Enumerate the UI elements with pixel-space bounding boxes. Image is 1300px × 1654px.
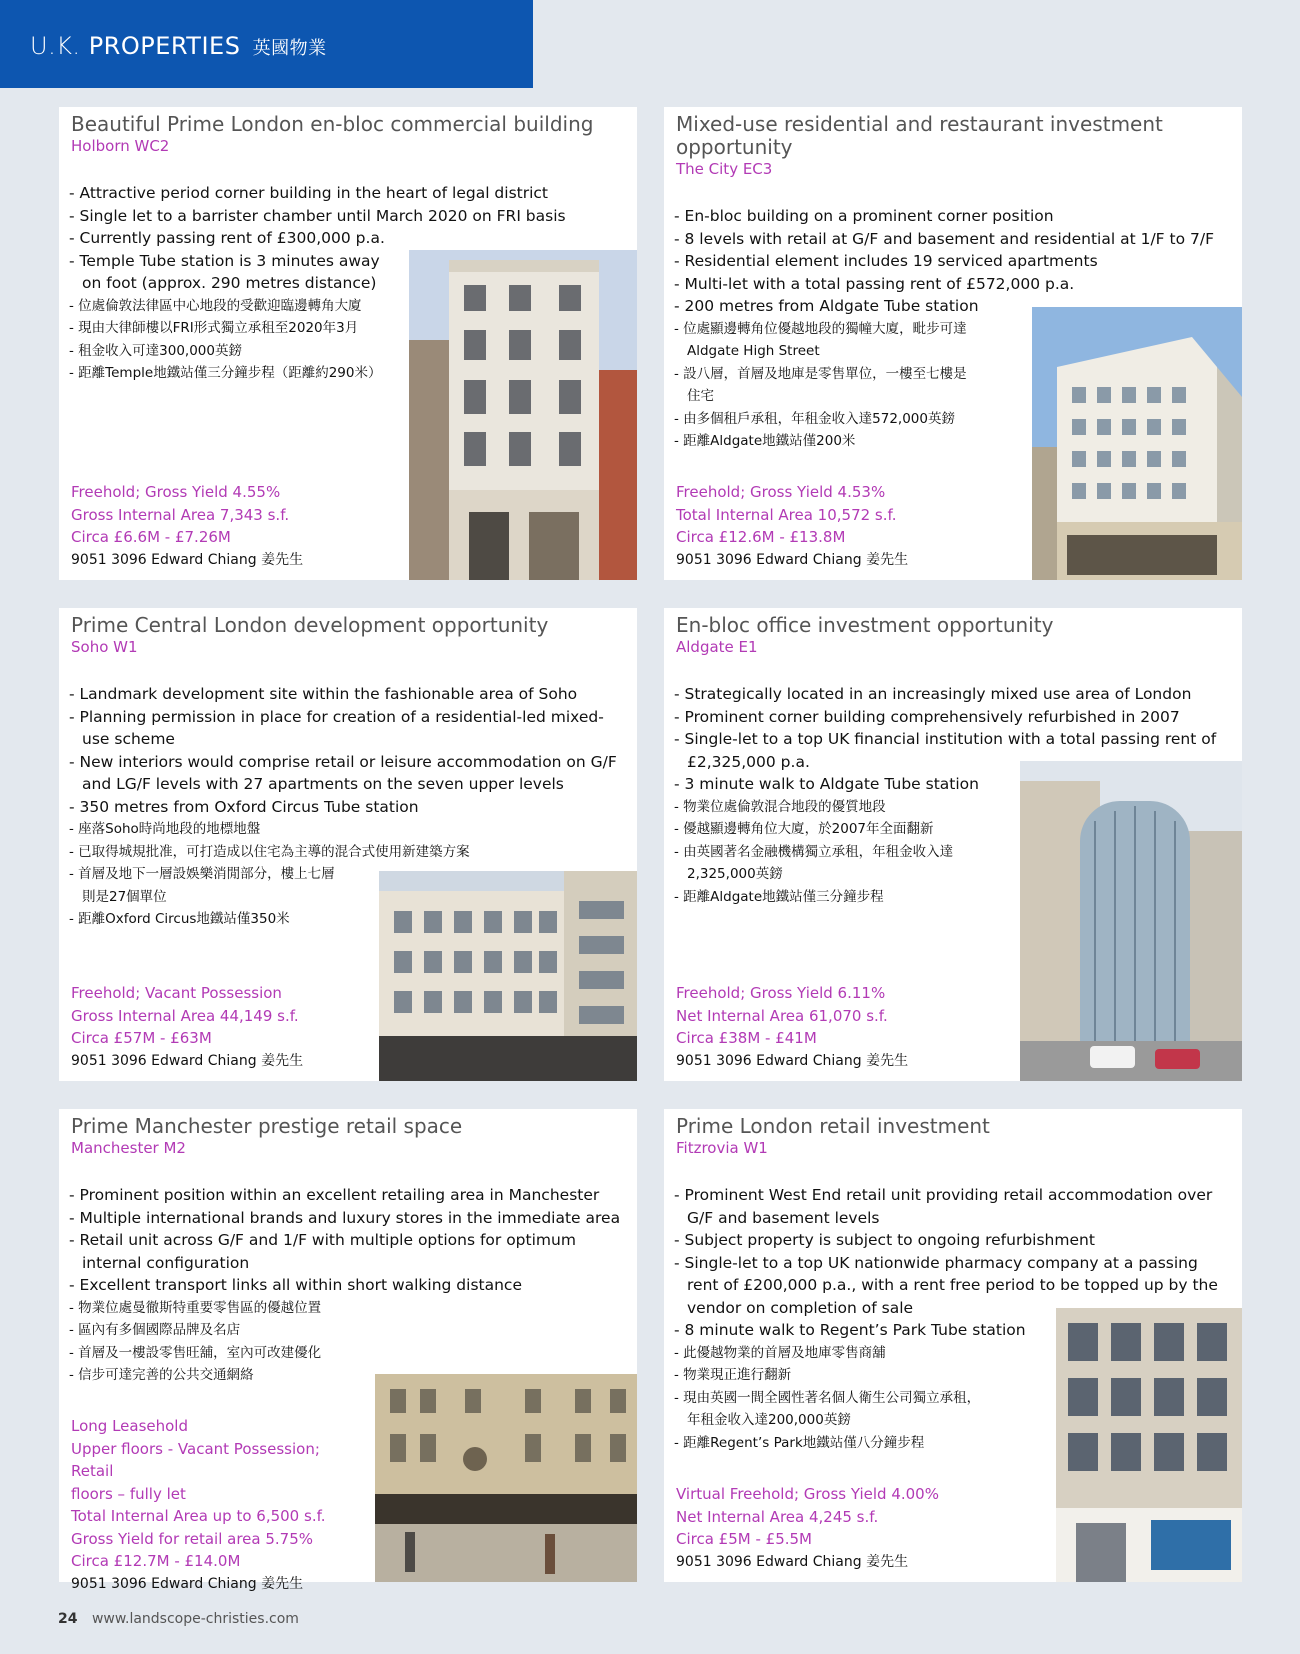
price: Circa £57M - £63M (71, 1029, 212, 1047)
feature-item: - Prominent corner building comprehensively refurbished in 2007 (674, 707, 1180, 726)
feature-item-zh: - 物業位處曼徹斯特重要零售區的優越位置 (69, 1299, 322, 1316)
feature-item: - Prominent West End retail unit providing retail accommodation over G/F and basement levels (674, 1186, 1213, 1227)
tenure: Long Leasehold (71, 1417, 188, 1435)
building-photo (379, 871, 637, 1081)
page-footer (58, 1611, 299, 1627)
price: Circa £5M - £5.5M (676, 1530, 813, 1548)
feature-item: - Single let to a barrister chamber until March 2020 on FRI basis (69, 206, 566, 225)
feature-item-zh: - 現由大律師樓以FRI形式獨立承租至2020年3月 (69, 320, 359, 336)
property-location: Fitzrovia W1 (676, 1139, 768, 1157)
feature-item-zh: - 優越顯邊轉角位大廈，於2007年全面翻新 (674, 821, 934, 837)
occupancy: Upper floors - Vacant Possession; Retail floors – fully let (71, 1439, 320, 1503)
feature-item-zh: - 租金收入可達300,000英鎊 (69, 342, 242, 359)
contact: 9051 3096 Edward Chiang 姜先生 (676, 1052, 909, 1069)
feature-item-zh: - 距離Aldgate地鐵站僅三分鐘步程 (674, 888, 884, 905)
feature-item: - 8 levels with retail at G/F and basement and residential at 1/F to 7/F (674, 229, 1215, 248)
feature-item: - Excellent transport links all within short walking distance (69, 1276, 522, 1294)
building-photo (1032, 307, 1242, 580)
feature-item: - Residential element includes 19 serviced apartments (674, 252, 1098, 270)
building-photo (1056, 1308, 1242, 1582)
feature-item-zh: - 距離Oxford Circus地鐵站僅350米 (69, 911, 290, 927)
section-header (0, 0, 533, 88)
feature-item-zh: - 現由英國一間全國性著名個人衛生公司獨立承租， 年租金收入達200,000英鎊 (674, 1389, 981, 1428)
tenure: Freehold; Vacant Possession (71, 984, 282, 1002)
feature-item: - Subject property is subject to ongoing refurbishment (674, 1231, 1095, 1249)
feature-item: - Retail unit across G/F and 1/F with multiple options for optimum internal configuration (69, 1231, 576, 1272)
feature-item-zh: - 物業位處倫敦混合地段的優質地段 (674, 798, 886, 815)
feature-item-zh: - 信步可達完善的公共交通網絡 (69, 1367, 254, 1383)
feature-item: - 350 metres from Oxford Circus Tube station (69, 797, 419, 816)
contact: 9051 3096 Edward Chiang 姜先生 (676, 551, 909, 568)
yield: Gross Yield for retail area 5.75% (71, 1529, 314, 1548)
feature-item-zh: - 由英國著名金融機構獨立承租，年租金收入達 2,325,000英鎊 (674, 843, 954, 882)
price: Circa £38M - £41M (676, 1029, 817, 1047)
contact: 9051 3096 Edward Chiang 姜先生 (71, 1575, 304, 1592)
feature-item-zh: - 位處倫敦法律區中心地段的受歡迎臨邊轉角大廈 (69, 297, 362, 314)
page-number: 24 (58, 1611, 78, 1627)
feature-item-zh: - 距離Regent’s Park地鐵站僅八分鐘步程 (674, 1434, 925, 1451)
feature-item: - Single-let to a top UK nationwide pharmacy company at a passing rent of £200,000 p.a., with a rent free period to be topped up by the vendor on completion of sale (674, 1253, 1218, 1317)
property-terms (676, 1483, 1047, 1573)
property-card-holborn (59, 107, 637, 580)
feature-item-zh: - 物業現正進行翻新 (674, 1367, 792, 1383)
feature-item-zh: - 距離Aldgate地鐵站僅200米 (674, 433, 856, 449)
feature-item: - 200 metres from Aldgate Tube station (674, 297, 979, 315)
contact: 9051 3096 Edward Chiang 姜先生 (676, 1553, 909, 1570)
area: Gross Internal Area 7,343 s.f. (71, 505, 290, 524)
property-title: Prime Central London development opportunity (71, 613, 549, 637)
feature-item: - New interiors would comprise retail or leisure accommodation on G/F and LG/F levels with 27 apartments on the seven upper levels (69, 752, 617, 793)
feature-item-zh: - 距離Temple地鐵站僅三分鐘步程（距離約290米） (69, 365, 382, 381)
feature-item-zh: - 首層及地下一層設娛樂消閒部分，樓上七層 則是27個單位 (69, 866, 335, 905)
area: Gross Internal Area 44,149 s.f. (71, 1006, 299, 1025)
building-photo (1020, 761, 1242, 1081)
property-location: The City EC3 (676, 160, 773, 178)
feature-item: - En-bloc building on a prominent corner position (674, 207, 1054, 225)
property-card-manchester (59, 1109, 637, 1592)
feature-item-zh: - 座落Soho時尚地段的地標地盤 (69, 821, 261, 837)
price: Circa £6.6M - £7.26M (71, 528, 231, 546)
property-location: Manchester M2 (71, 1139, 186, 1157)
feature-item: - Currently passing rent of £300,000 p.a. (69, 229, 385, 247)
property-location: Holborn WC2 (71, 137, 170, 155)
tenure: Freehold; Gross Yield 6.11% (676, 984, 886, 1002)
building-photo (375, 1374, 637, 1582)
property-title: Prime London retail investment (676, 1114, 990, 1138)
feature-item-zh: - 位處顯邊轉角位優越地段的獨幢大廈，毗步可達 Aldgate High Street (674, 320, 967, 359)
tenure: Freehold; Gross Yield 4.53% (676, 483, 886, 501)
price: Circa £12.7M - £14.0M (71, 1552, 241, 1570)
feature-item-zh: - 設八層，首層及地庫是零售單位，一樓至七樓是 住宅 (674, 365, 967, 404)
tenure: Freehold; Gross Yield 4.55% (71, 483, 281, 501)
feature-item-zh: - 已取得城規批准，可打造成以住宅為主導的混合式使用新建築方案 (69, 843, 470, 860)
property-card-aldgate (664, 608, 1242, 1081)
feature-item: - Prominent position within an excellent retailing area in Manchester (69, 1186, 600, 1204)
area: Total Internal Area up to 6,500 s.f. (71, 1507, 326, 1525)
property-card-soho (59, 608, 637, 1081)
area: Net Internal Area 4,245 s.f. (676, 1507, 879, 1526)
feature-item: - Planning permission in place for creation of a residential-led mixed- use scheme (69, 707, 604, 748)
feature-item: - Attractive period corner building in the heart of legal district (69, 184, 549, 202)
feature-item: - Multiple international brands and luxury stores in the immediate area (69, 1208, 621, 1227)
property-title: En-bloc office investment opportunity (676, 613, 1054, 637)
feature-item-zh: - 區內有多個國際品牌及名店 (69, 1322, 241, 1338)
feature-item-zh: - 首層及一樓設零售旺舖，室內可改建優化 (69, 1344, 322, 1361)
area: Net Internal Area 61,070 s.f. (676, 1006, 888, 1025)
feature-item-zh: - 由多個租戶承租，年租金收入達572,000英鎊 (674, 410, 955, 427)
area: Total Internal Area 10,572 s.f. (676, 505, 897, 524)
feature-item: - Multi-let with a total passing rent of £572,000 p.a. (674, 274, 1075, 293)
feature-item: - Single-let to a top UK financial institution with a total passing rent of £2,325,000 p.a. (674, 730, 1217, 771)
feature-item: - Strategically located in an increasingly mixed use area of London (674, 685, 1192, 703)
feature-item: - 3 minute walk to Aldgate Tube station (674, 775, 979, 793)
feature-item: - 8 minute walk to Regent’s Park Tube station (674, 1321, 1026, 1339)
title-uk: U.K. (30, 32, 81, 60)
property-title: Prime Manchester prestige retail space (71, 1114, 463, 1138)
price: Circa £12.6M - £13.8M (676, 528, 846, 546)
title-properties: PROPERTIES (88, 32, 241, 60)
property-location: Soho W1 (71, 638, 138, 656)
property-title: Mixed-use residential and restaurant investment opportunity (676, 112, 1163, 159)
feature-item: - Landmark development site within the fashionable area of Soho (69, 685, 578, 703)
feature-list (69, 1184, 629, 1387)
property-card-fitzrovia (664, 1109, 1242, 1582)
website-link[interactable]: www.landscope-christies.com (91, 1611, 299, 1627)
contact: 9051 3096 Edward Chiang 姜先生 (71, 551, 304, 568)
tenure: Virtual Freehold; Gross Yield 4.00% (676, 1485, 939, 1503)
property-location: Aldgate E1 (676, 638, 758, 656)
contact: 9051 3096 Edward Chiang 姜先生 (71, 1052, 304, 1069)
title-chinese: 英國物業 (252, 38, 327, 59)
property-card-city (664, 107, 1242, 580)
building-photo (409, 250, 637, 580)
feature-item-zh: - 此優越物業的首層及地庫零售商舖 (674, 1344, 886, 1361)
property-title: Beautiful Prime London en-bloc commercial building (71, 112, 594, 136)
section-title (30, 32, 327, 60)
property-terms (71, 1415, 367, 1595)
feature-item: - Temple Tube station is 3 minutes away on foot (approx. 290 metres distance) (69, 251, 380, 292)
